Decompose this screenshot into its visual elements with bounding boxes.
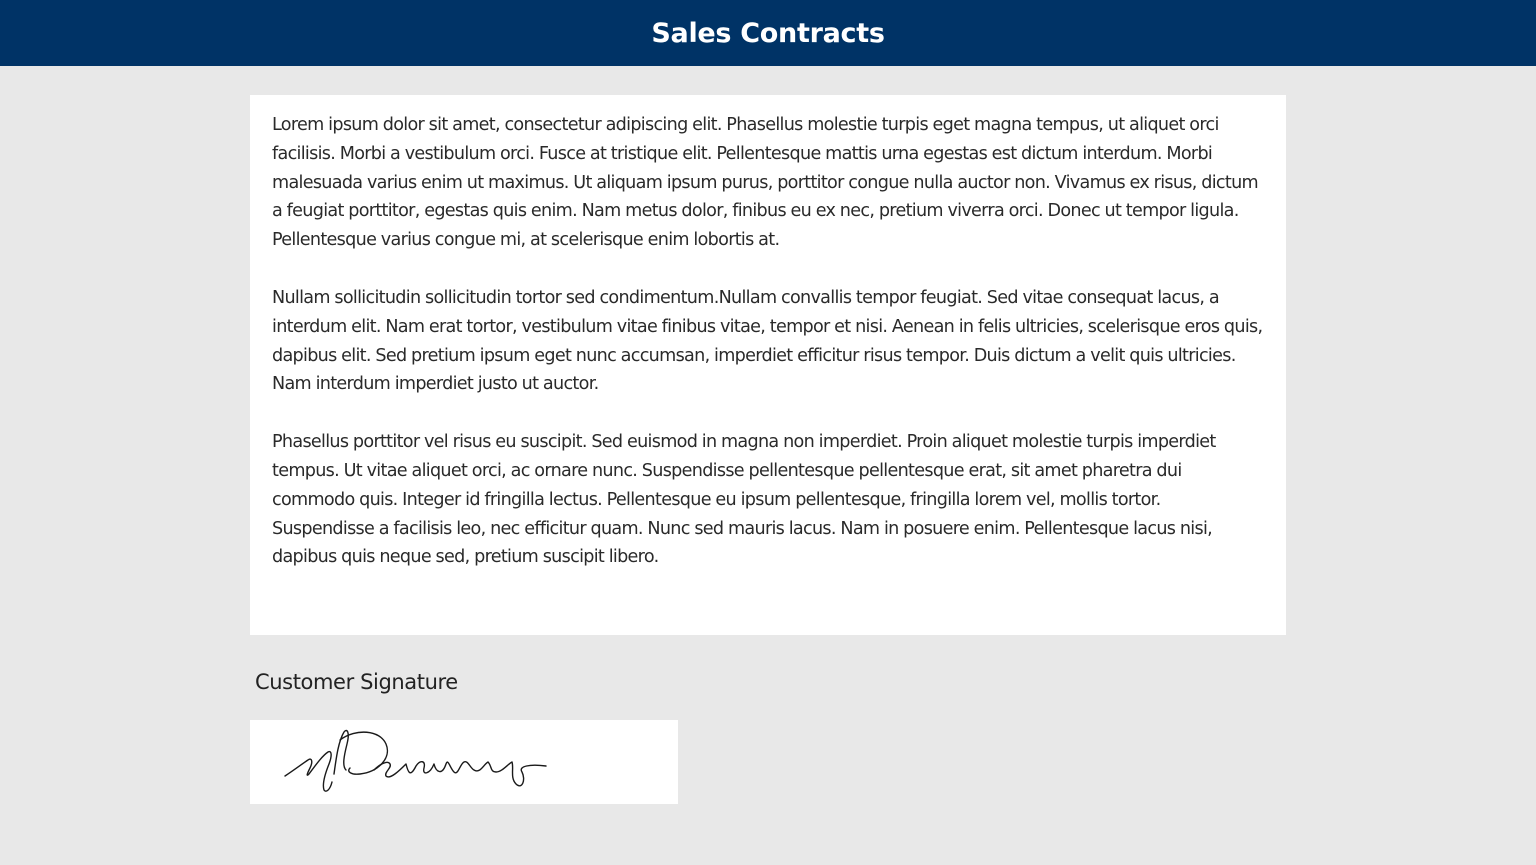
signature-stroke-d-bowl (340, 732, 387, 774)
signature-stroke-m (285, 752, 332, 792)
signature-strokes (285, 731, 546, 792)
signature-drawing (250, 720, 678, 804)
signature-label: Customer Signature (255, 670, 458, 694)
page-title: Sales Contracts (651, 17, 885, 49)
contract-text-panel (250, 95, 1286, 635)
signature-stroke-d-stem (334, 731, 348, 775)
contract-paragraph-1: Lorem ipsum dolor sit amet, consectetur adipiscing elit. Phasellus molestie turpis eget magna tempus, ut aliquet orci facilisis. Morbi a vestibulum orci. Fusce at tristique elit. Pellentesque mattis urna egestas est dictum interdum. Morbi malesuada varius enim ut maximus. Ut aliquam ipsum purus, porttitor congue nulla auctor non. Vivamus ex risus, dictum a feugiat porttitor, egestas quis enim. Nam metus dolor, finibus eu ex nec, pretium viverra orci. Donec ut tempor ligula. Pellentesque varius congue mi, at scelerisque enim lobortis at. (272, 115, 1258, 251)
app-header (0, 0, 1536, 66)
signature-pad[interactable] (250, 720, 678, 804)
contract-paragraph-2: Nullam sollicitudin sollicitudin tortor sed condimentum.Nullam convallis tempor feugiat. Sed vitae consequat lacus, a interdum elit. Nam erat tortor, vestibulum vitae finibus vitae, tempor et nisi. Aenean in felis ultricies, scelerisque eros quis, dapibus elit. Sed pretium ipsum eget nunc accumsan, imperdiet efficitur risus tempor. Duis dictum a velit quis ultricies. Nam interdum imperdiet justo ut auctor. (272, 287, 1263, 395)
contract-paragraph-3: Phasellus porttitor vel risus eu suscipit. Sed euismod in magna non imperdiet. Proin aliquet molestie turpis imperdiet tempus. Ut vitae aliquet orci, ac ornare nunc. Suspendisse pellentesque pellentesque erat, sit amet pharetra dui commodo quis. Integer id fringilla lectus. Pellentesque eu ipsum pellentesque, fringilla lorem vel, mollis tortor. Suspendisse a facilisis leo, nec efficitur quam. Nunc sed mauris lacus. Nam in posuere enim. Pellentesque lacus nisi, dapibus quis neque sed, pretium suscipit libero. (272, 432, 1216, 568)
signature-stroke-evaney (374, 762, 546, 786)
